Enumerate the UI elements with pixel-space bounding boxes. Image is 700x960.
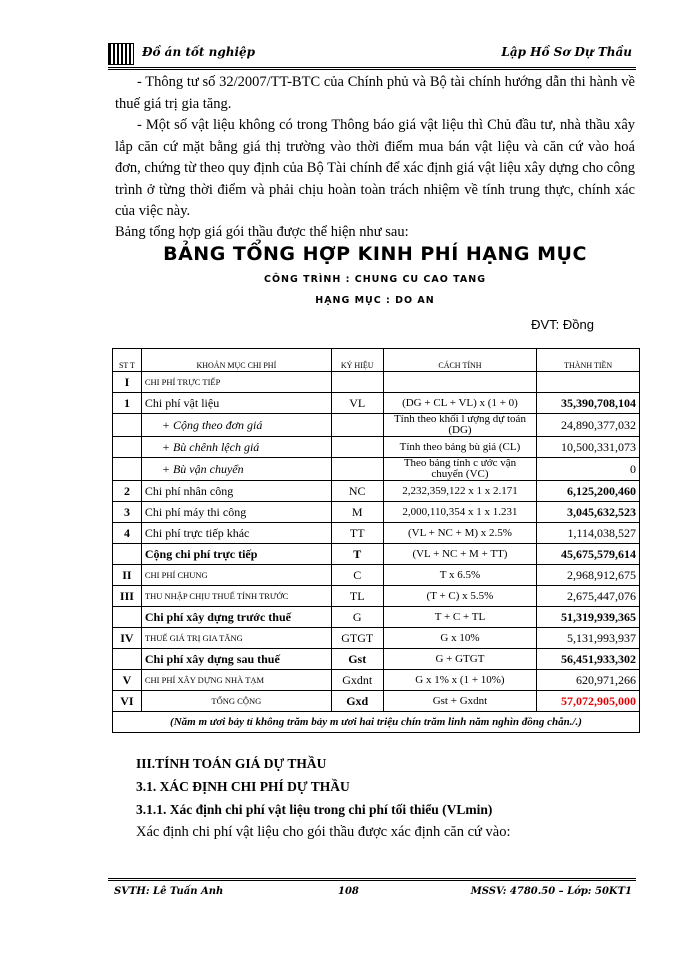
row-stt bbox=[113, 414, 142, 437]
row-symbol bbox=[331, 372, 383, 393]
row-calc: Gst + Gxdnt bbox=[383, 691, 537, 712]
row-symbol: TT bbox=[331, 523, 383, 544]
table-header-row bbox=[113, 349, 640, 372]
row-item: Chi phí xây dựng sau thuế bbox=[141, 649, 331, 670]
table-row bbox=[113, 586, 640, 607]
row-amount: 45,675,579,614 bbox=[537, 544, 640, 565]
row-calc: Theo bảng tính c ước vận chuyển (VC) bbox=[383, 458, 537, 481]
cost-summary-table bbox=[112, 348, 640, 733]
category-name: HẠNG MỤC : DO AN bbox=[315, 295, 435, 306]
subsection-heading: 3.1. XÁC ĐỊNH CHI PHÍ DỰ THẦU bbox=[136, 779, 350, 794]
row-calc: T x 6.5% bbox=[383, 565, 537, 586]
row-amount: 51,319,939,365 bbox=[537, 607, 640, 628]
row-stt: I bbox=[113, 372, 142, 393]
row-symbol: GTGT bbox=[331, 628, 383, 649]
footer-page-number: 108 bbox=[338, 886, 359, 897]
row-stt bbox=[113, 458, 142, 481]
row-item: Chi phí xây dựng trước thuế bbox=[141, 607, 331, 628]
footer-student-id: MSSV: 4780.50 – Lớp: 50KT1 bbox=[470, 886, 632, 897]
row-calc: 2,232,359,122 x 1 x 2.171 bbox=[383, 481, 537, 502]
row-stt bbox=[113, 544, 142, 565]
col-item: KHOẢN MỤC CHI PHÍ bbox=[141, 349, 331, 372]
table-row bbox=[113, 628, 640, 649]
row-amount: 1,114,038,527 bbox=[537, 523, 640, 544]
col-stt: ST T bbox=[113, 349, 142, 372]
table-row bbox=[113, 414, 640, 437]
row-stt: 2 bbox=[113, 481, 142, 502]
row-symbol bbox=[331, 458, 383, 481]
row-symbol: T bbox=[331, 544, 383, 565]
row-item: Cộng chi phí trực tiếp bbox=[141, 544, 331, 565]
row-item: Chi phí vật liệu bbox=[141, 393, 331, 414]
amount-in-words-row bbox=[113, 712, 640, 733]
page-footer bbox=[108, 878, 636, 903]
table-row bbox=[113, 372, 640, 393]
row-symbol bbox=[331, 414, 383, 437]
table-row bbox=[113, 523, 640, 544]
currency-unit: ĐVT: Đồng bbox=[531, 317, 594, 332]
row-calc: Tính theo bảng bù giá (CL) bbox=[383, 437, 537, 458]
row-calc: (DG + CL + VL) x (1 + 0) bbox=[383, 393, 537, 414]
row-stt: III bbox=[113, 586, 142, 607]
row-calc: Tính theo khối l ượng dự toán (DG) bbox=[383, 414, 537, 437]
header-right-title: Lập Hồ Sơ Dự Thầu bbox=[501, 45, 632, 59]
row-item: Chi phí nhân công bbox=[141, 481, 331, 502]
row-symbol: Gxdnt bbox=[331, 670, 383, 691]
table-row-total bbox=[113, 691, 640, 712]
row-symbol: VL bbox=[331, 393, 383, 414]
table-row bbox=[113, 437, 640, 458]
row-symbol: NC bbox=[331, 481, 383, 502]
row-calc bbox=[383, 372, 537, 393]
row-stt bbox=[113, 437, 142, 458]
row-amount: 2,968,912,675 bbox=[537, 565, 640, 586]
amount-in-words: (Năm m ươi bảy tỉ không trăm bảy m ươi hai triệu chín trăm linh năm nghìn đồng chẵn./.) bbox=[113, 712, 640, 733]
col-amount: THÀNH TIỀN bbox=[537, 349, 640, 372]
grand-total-amount: 57,072,905,000 bbox=[537, 691, 640, 712]
row-calc: 2,000,110,354 x 1 x 1.231 bbox=[383, 502, 537, 523]
page-header bbox=[108, 41, 636, 70]
row-amount: 5,131,993,937 bbox=[537, 628, 640, 649]
university-logo-icon bbox=[108, 43, 134, 65]
table-row bbox=[113, 565, 640, 586]
row-stt: II bbox=[113, 565, 142, 586]
row-amount: 0 bbox=[537, 458, 640, 481]
row-symbol bbox=[331, 437, 383, 458]
row-item: + Cộng theo đơn giá bbox=[141, 414, 331, 437]
row-symbol: M bbox=[331, 502, 383, 523]
row-item: CHI PHÍ XÂY DỰNG NHÀ TẠM bbox=[141, 670, 331, 691]
row-item: + Bù chênh lệch giá bbox=[141, 437, 331, 458]
row-item: THUẾ GIÁ TRỊ GIA TĂNG bbox=[141, 628, 331, 649]
row-calc: G x 10% bbox=[383, 628, 537, 649]
row-stt: 3 bbox=[113, 502, 142, 523]
row-calc: (T + C) x 5.5% bbox=[383, 586, 537, 607]
row-item: THU NHẬP CHỊU THUẾ TÍNH TRƯỚC bbox=[141, 586, 331, 607]
row-amount: 6,125,200,460 bbox=[537, 481, 640, 502]
row-amount: 3,045,632,523 bbox=[537, 502, 640, 523]
row-stt: 1 bbox=[113, 393, 142, 414]
table-row bbox=[113, 393, 640, 414]
row-calc: T + C + TL bbox=[383, 607, 537, 628]
row-stt: IV bbox=[113, 628, 142, 649]
footer-author: SVTH: Lê Tuấn Anh bbox=[114, 886, 224, 897]
row-amount: 2,675,447,076 bbox=[537, 586, 640, 607]
col-calculation: CÁCH TÍNH bbox=[383, 349, 537, 372]
row-stt: VI bbox=[113, 691, 142, 712]
row-amount: 35,390,708,104 bbox=[537, 393, 640, 414]
section-heading: III.TÍNH TOÁN GIÁ DỰ THẦU bbox=[136, 756, 327, 771]
row-stt: 4 bbox=[113, 523, 142, 544]
row-amount: 24,890,377,032 bbox=[537, 414, 640, 437]
table-row bbox=[113, 544, 640, 565]
table-row bbox=[113, 649, 640, 670]
row-stt: V bbox=[113, 670, 142, 691]
row-item: + Bù vận chuyển bbox=[141, 458, 331, 481]
project-name: CÔNG TRÌNH : CHUNG CU CAO TANG bbox=[264, 274, 486, 285]
row-amount: 56,451,933,302 bbox=[537, 649, 640, 670]
table-row bbox=[113, 607, 640, 628]
row-item: Chi phí trực tiếp khác bbox=[141, 523, 331, 544]
paragraph-vat-circular: - Thông tư số 32/2007/TT-BTC của Chính phủ và Bộ tài chính hướng dẫn thi hành về thuế giá trị gia tăng. bbox=[115, 74, 635, 112]
row-symbol: Gxd bbox=[331, 691, 383, 712]
row-item: TỔNG CỘNG bbox=[141, 691, 331, 712]
row-amount: 620,971,266 bbox=[537, 670, 640, 691]
row-stt bbox=[113, 607, 142, 628]
row-symbol: TL bbox=[331, 586, 383, 607]
row-calc: G x 1% x (1 + 10%) bbox=[383, 670, 537, 691]
row-item: CHI PHÍ CHUNG bbox=[141, 565, 331, 586]
table-row bbox=[113, 481, 640, 502]
row-stt bbox=[113, 649, 142, 670]
subsubsection-heading: 3.1.1. Xác định chi phí vật liệu trong chi phí tối thiểu (VLmin) bbox=[136, 802, 493, 817]
table-title: BẢNG TỔNG HỢP KINH PHÍ HẠNG MỤC bbox=[163, 243, 587, 265]
row-item: CHI PHÍ TRỰC TIẾP bbox=[141, 372, 331, 393]
row-calc: G + GTGT bbox=[383, 649, 537, 670]
header-left-title: Đồ án tốt nghiệp bbox=[142, 45, 256, 59]
row-symbol: Gst bbox=[331, 649, 383, 670]
col-symbol: KÝ HIỆU bbox=[331, 349, 383, 372]
row-amount: 10,500,331,073 bbox=[537, 437, 640, 458]
table-row bbox=[113, 458, 640, 481]
row-symbol: C bbox=[331, 565, 383, 586]
row-calc: (VL + NC + M + TT) bbox=[383, 544, 537, 565]
paragraph-material-prices: - Một số vật liệu không có trong Thông báo giá vật liệu thì Chủ đầu tư, nhà thầu xây lắp căn cứ mặt bằng giá thị trường vào thời điểm mua bán vật liệu và căn cứ vào hoá đơn, chứng từ theo quy định của Bộ Tài chính để xác định giá vật liệu xây dựng cho công trình ở từng thời điểm và phải chịu hoàn toàn trách nhiệm về tính trung thực, chính xác của việc này. bbox=[115, 117, 635, 219]
paragraph-table-intro: Bảng tổng hợp giá gói thầu được thể hiện như sau: bbox=[115, 224, 409, 240]
row-item: Chi phí máy thi công bbox=[141, 502, 331, 523]
row-symbol: G bbox=[331, 607, 383, 628]
row-amount bbox=[537, 372, 640, 393]
closing-text: Xác định chi phí vật liệu cho gói thầu được xác định căn cứ vào: bbox=[136, 824, 511, 840]
row-calc: (VL + NC + M) x 2.5% bbox=[383, 523, 537, 544]
table-row bbox=[113, 502, 640, 523]
table-row bbox=[113, 670, 640, 691]
